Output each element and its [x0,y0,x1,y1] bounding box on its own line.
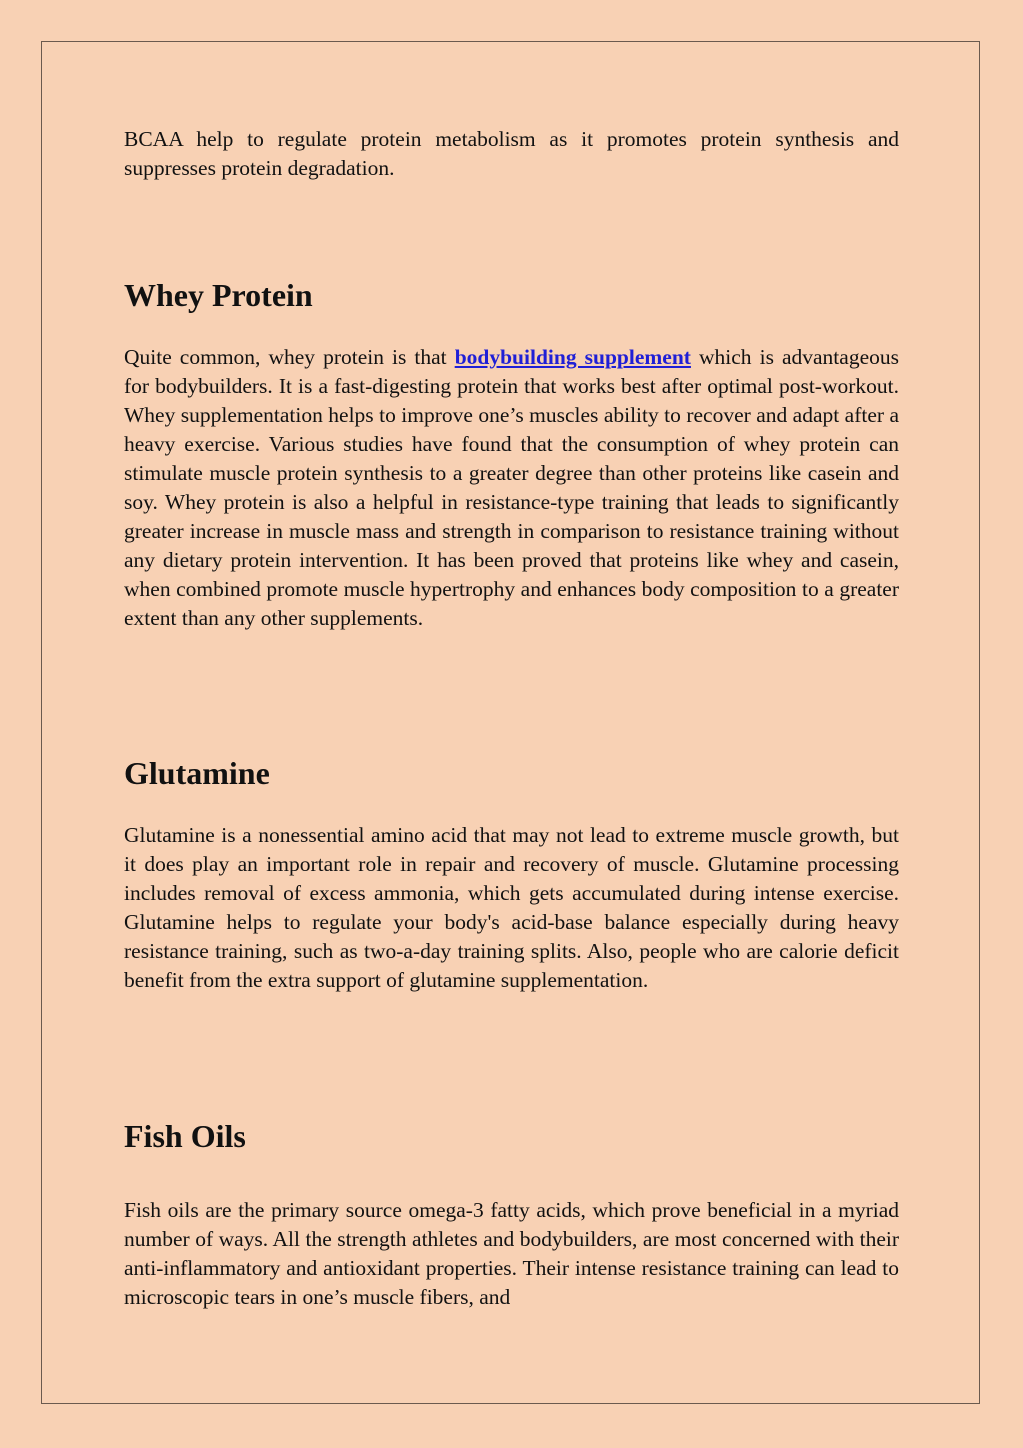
heading-glutamine: Glutamine [124,755,270,791]
whey-text-start: Quite common, whey protein is that [124,345,455,369]
glutamine-paragraph: Glutamine is a nonessential amino acid that may not lead to extreme muscle growth, but it does play an important role in repair and recovery of muscle. Glutamine processing includes removal of excess ammonia, which gets accumulated during intense exercise. Glutamine helps to regulate your body's acid-base balance especially during heavy resistance training, such as two-a-day training splits. Also, people who are calorie deficit benefit from the extra support of glutamine supplementation. [124,823,899,992]
heading-fish-oils: Fish Oils [124,1118,246,1154]
fish-oils-paragraph: Fish oils are the primary source omega-3 fatty acids, which prove beneficial in a myriad number of ways. All the strength athletes and bodybuilders, are most concerned with their anti-inflammatory and antioxidant properties. Their intense resistance training can lead to microscopic tears in one’s muscle fibers, and [124,1198,899,1309]
whey-text-rest: which is advantageous for bodybuilders. It is a fast-digesting protein that works best after optimal post-workout. Whey supplementation helps to improve one’s muscles ability to recover and adapt after a heavy exercise. Various studies have found that the consumption of whey protein can stimulate muscle protein synthesis to a greater degree than other proteins like casein and soy. Whey protein is also a helpful in resistance-type training that leads to significantly greater increase in muscle mass and strength in comparison to resistance training without any dietary protein intervention. It has been proved that proteins like whey and casein, when combined promote muscle hypertrophy and enhances body composition to a greater extent than any other supplements. [124,345,899,630]
heading-whey-protein: Whey Protein [124,277,313,313]
whey-paragraph [124,343,899,633]
intro-paragraph: BCAA help to regulate protein metabolism as it promotes protein synthesis and suppresses protein degradation. [124,127,899,180]
bodybuilding-supplement-link[interactable]: bodybuilding supplement [454,345,691,369]
